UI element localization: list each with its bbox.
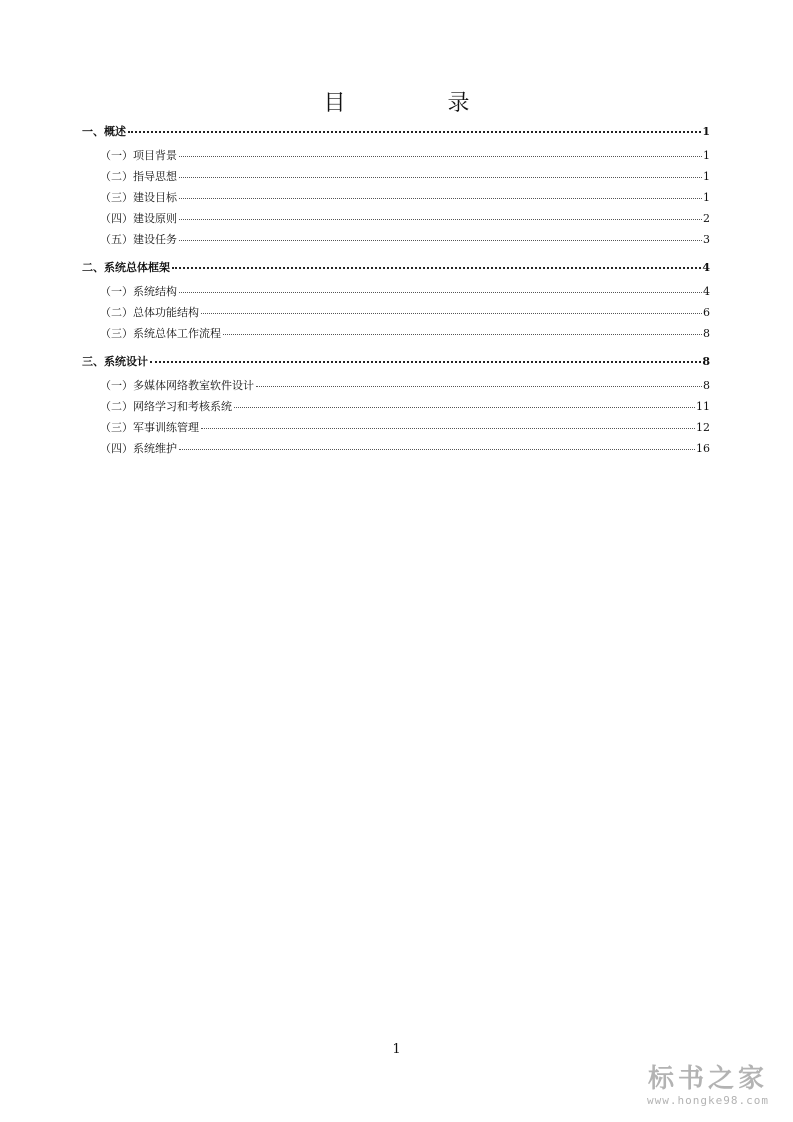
- toc-entry-page: 8: [703, 327, 710, 340]
- toc-entry[interactable]: [82, 166, 710, 187]
- toc-entry-page: 3: [703, 233, 710, 246]
- toc-entry-page: 1: [703, 170, 710, 183]
- toc-entry-label: （一）项目背景: [100, 149, 177, 162]
- toc-entry-page: 1: [703, 191, 710, 204]
- toc-entry[interactable]: [82, 281, 710, 302]
- toc-entry[interactable]: [82, 417, 710, 438]
- toc-entry[interactable]: [82, 375, 710, 396]
- toc-entry-label: （二）总体功能结构: [100, 306, 199, 319]
- toc-entry-label: 三、系统设计: [82, 355, 148, 368]
- toc-entry[interactable]: [82, 145, 710, 166]
- page-number: 1: [392, 1042, 401, 1057]
- toc-entry-label: （一）系统结构: [100, 285, 177, 298]
- toc-leader-dots: [150, 352, 701, 363]
- toc-leader-dots: [172, 258, 701, 269]
- toc-leader-dots: [256, 377, 702, 387]
- toc-entry-page: 4: [703, 285, 710, 298]
- toc-entry-page: 8: [703, 379, 710, 392]
- toc-entry-label: （三）系统总体工作流程: [100, 327, 221, 340]
- toc-leader-dots: [128, 122, 701, 133]
- toc-entry[interactable]: [82, 396, 710, 417]
- toc-entry-label: （一）多媒体网络教室软件设计: [100, 379, 254, 392]
- toc-entry[interactable]: [82, 354, 710, 368]
- toc-entry-label: 一、概述: [82, 125, 126, 138]
- table-of-contents: [82, 120, 710, 459]
- toc-entry-label: （二）网络学习和考核系统: [100, 400, 232, 413]
- toc-entry[interactable]: [82, 124, 710, 138]
- toc-entry-label: 二、系统总体框架: [82, 261, 170, 274]
- toc-entry-page: 4: [702, 261, 710, 274]
- toc-entry-label: （四）系统维护: [100, 442, 177, 455]
- toc-entry[interactable]: [82, 323, 710, 344]
- toc-entry-label: （三）建设目标: [100, 191, 177, 204]
- toc-entry[interactable]: [82, 438, 710, 459]
- toc-entry-page: 12: [696, 421, 710, 434]
- toc-entry-page: 2: [703, 212, 710, 225]
- watermark-title: 标书之家: [647, 1064, 768, 1094]
- toc-entry-label: （五）建设任务: [100, 233, 177, 246]
- toc-leader-dots: [179, 210, 702, 220]
- watermark-logo: [633, 1064, 783, 1108]
- toc-entry-page: 1: [703, 149, 710, 162]
- toc-entry[interactable]: [82, 229, 710, 250]
- toc-entry-label: （三）军事训练管理: [100, 421, 199, 434]
- toc-entry-page: 1: [702, 125, 710, 138]
- toc-entry-label: （二）指导思想: [100, 170, 177, 183]
- toc-entry[interactable]: [82, 260, 710, 274]
- toc-entry-page: 6: [703, 306, 710, 319]
- toc-leader-dots: [201, 419, 695, 429]
- toc-leader-dots: [179, 168, 702, 178]
- toc-leader-dots: [179, 189, 702, 199]
- toc-leader-dots: [179, 231, 702, 241]
- toc-leader-dots: [223, 325, 702, 335]
- toc-entry-page: 8: [702, 355, 710, 368]
- toc-entry[interactable]: [82, 302, 710, 323]
- toc-entry-page: 16: [696, 442, 710, 455]
- toc-leader-dots: [179, 283, 702, 293]
- toc-leader-dots: [201, 304, 702, 314]
- toc-entry[interactable]: [82, 187, 710, 208]
- toc-entry-label: （四）建设原则: [100, 212, 177, 225]
- toc-entry[interactable]: [82, 208, 710, 229]
- watermark-url: www.hongke98.com: [647, 1094, 769, 1107]
- toc-title: 目 录: [323, 91, 510, 116]
- toc-leader-dots: [179, 147, 702, 157]
- toc-leader-dots: [179, 440, 695, 450]
- toc-entry-page: 11: [696, 400, 710, 413]
- toc-leader-dots: [234, 398, 695, 408]
